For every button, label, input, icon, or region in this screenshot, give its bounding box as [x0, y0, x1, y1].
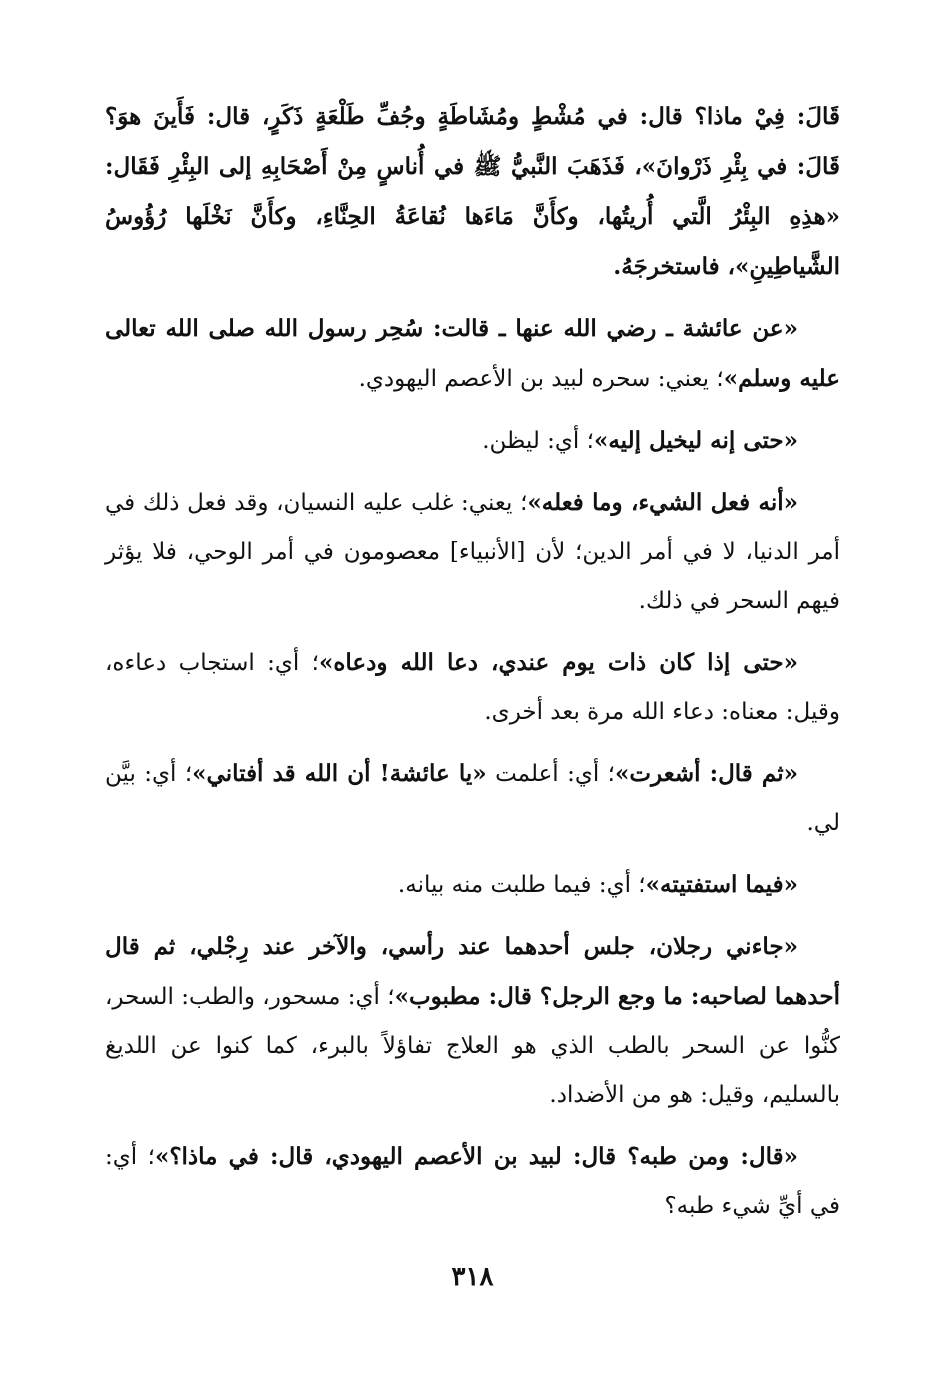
- paragraph-8: [105, 922, 840, 1120]
- hadith-quote: «فيما استفتيته»: [645, 871, 798, 898]
- commentary-text: ؛ أي: استجاب دعاءه، وقيل: معناه: دعاء الله مرة بعد أخرى.: [105, 650, 840, 725]
- commentary-text: ؛ أي: بيَّن لي.: [105, 761, 840, 836]
- commentary-text: ؛ يعني: غلب عليه النسيان، وقد فعل ذلك في أمر الدنيا، لا في أمر الدين؛ لأن [الأنبياء] معصومون في أمر الوحي، فلا يؤثر فيهم السحر في ذلك.: [105, 490, 840, 614]
- paragraph-2: [105, 304, 840, 404]
- paragraph-1: [105, 92, 840, 292]
- commentary-text: ؛ أي: أعلمت: [486, 761, 615, 787]
- commentary-text: ؛ أي: ليظن.: [482, 428, 594, 454]
- commentary-text: ؛ أي: فيما طلبت منه بيانه.: [397, 872, 646, 898]
- commentary-text: ؛ يعني: سحره لبيد بن الأعصم اليهودي.: [358, 366, 724, 392]
- commentary-text: ؛ أي: في أيِّ شيء طبه؟: [105, 1144, 840, 1219]
- paragraph-4: [105, 478, 840, 626]
- paragraph-9: [105, 1132, 840, 1231]
- hadith-text: قَالَ: فِيْ ماذا؟ قال: في مُشْطٍ ومُشَاطَةٍ وجُفِّ طَلْعَةٍ ذَكَرٍ، قال: فَأَينَ هوَ؟ قَالَ: في بِئْرِ ذَرْوانَ»، فَذَهَبَ النَّبيُّ ﷺ في أُناسٍ مِنْ أَصْحَابِهِ إلى البِئْرِ فَقَال: «هذِهِ البِئْرُ الَّتي أُريتُها، وكأَنَّ مَاءَها نُقاعَةُ الحِنَّاءِ، وكأَنَّ نَخْلَها رُؤُوسُ الشَّياطِينِ»، فاستخرجَهُ.: [105, 103, 840, 280]
- hadith-quote: «حتى إنه ليخيل إليه»: [593, 427, 798, 454]
- paragraph-3: [105, 416, 840, 466]
- page-number: ٣١٨: [451, 1262, 494, 1292]
- commentary-text: ؛ أي: مسحور، والطب: السحر، كنُّوا عن السحر بالطب الذي هو العلاج تفاؤلاً بالبرء، كما كنوا عن اللديغ بالسليم، وقيل: هو من الأضداد.: [105, 984, 840, 1108]
- hadith-quote: «يا عائشة! أن الله قد أفتاني»: [192, 760, 487, 787]
- hadith-quote: «جاءني رجلان، جلس أحدهما عند رأسي، والآخر عند رِجْلي، ثم قال أحدهما لصاحبه: ما وجع الرجل؟ قال: مطبوب»: [105, 933, 840, 1010]
- paragraph-6: [105, 749, 840, 848]
- hadith-quote: «عن عائشة ـ رضي الله عنها ـ قالت: سُحِر رسول الله صلى الله تعالى عليه وسلم»: [105, 315, 840, 392]
- page-body: [105, 92, 840, 1243]
- paragraph-5: [105, 638, 840, 737]
- hadith-quote: «حتى إذا كان ذات يوم عندي، دعا الله ودعاه»: [318, 649, 798, 676]
- hadith-quote: «ثم قال: أشعرت»: [615, 760, 799, 787]
- hadith-quote: «قال: ومن طبه؟ قال: لبيد بن الأعصم اليهودي، قال: في ماذا؟»: [154, 1143, 798, 1170]
- paragraph-7: [105, 860, 840, 910]
- hadith-quote: «أنه فعل الشيء، وما فعله»: [527, 489, 798, 516]
